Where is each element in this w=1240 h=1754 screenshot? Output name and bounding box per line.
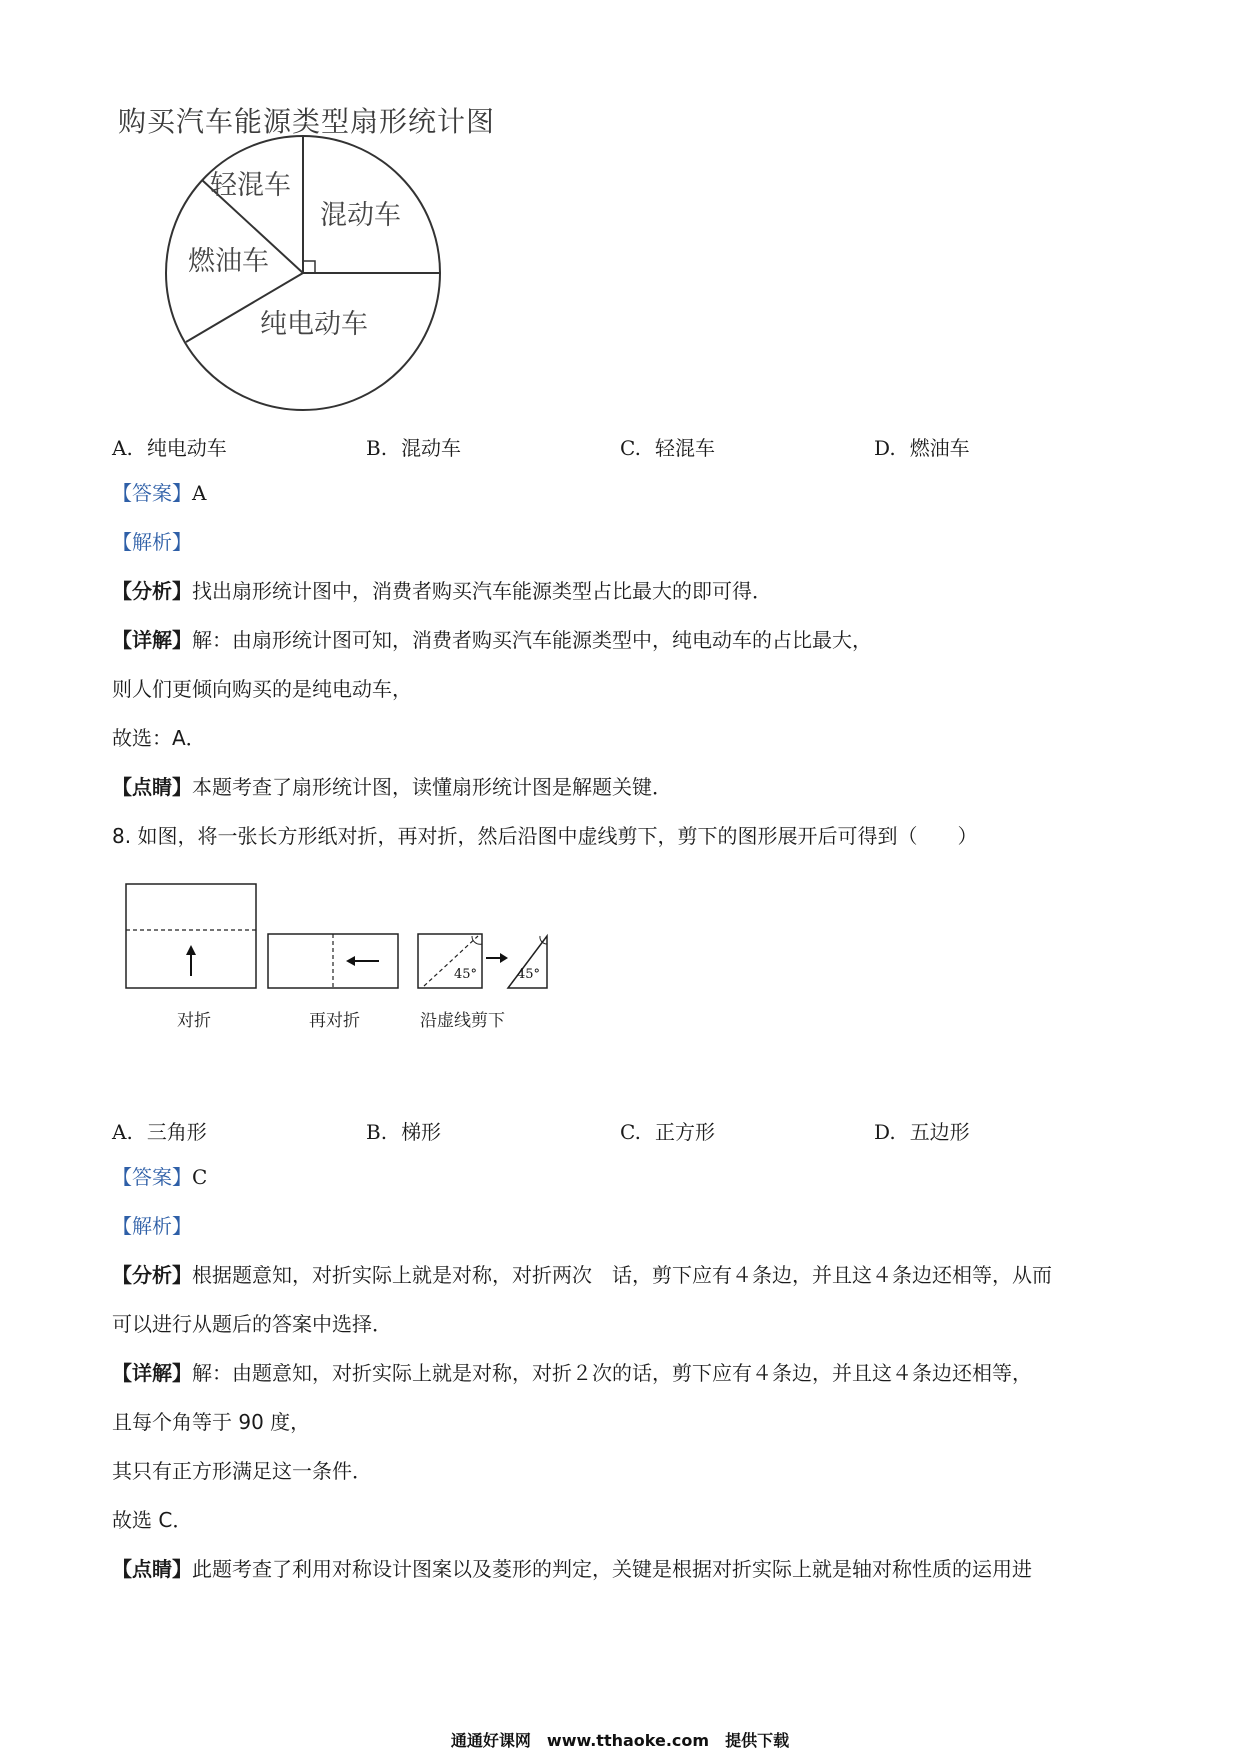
dianjing-text: 本题考查了扇形统计图，读懂扇形统计图是解题关键． xyxy=(192,775,672,799)
xiangjie-text: 解：由扇形统计图可知，消费者购买汽车能源类型中，纯电动车的占比最大， xyxy=(192,628,872,652)
angle-label: 45° xyxy=(454,967,478,982)
option-letter: B. xyxy=(366,436,388,460)
q7-options xyxy=(112,432,1132,461)
xiangjie-text: 解：由题意知，对折实际上就是对称，对折２次的话，剪下应有４条边，并且这４条边还相等， xyxy=(192,1361,1032,1385)
xiangjie-tag: 【详解】 xyxy=(112,1361,192,1385)
q7-answer xyxy=(112,479,206,507)
arrow-right-head-icon xyxy=(500,953,508,963)
fenxi-tag: 【分析】 xyxy=(112,579,192,603)
right-angle-mark xyxy=(303,261,315,273)
q7-solution-line-2: 则人们更倾向购买的是纯电动车， xyxy=(112,677,412,701)
option-text: 轻混车 xyxy=(654,436,715,460)
q8-option-d xyxy=(874,1116,1128,1145)
dianjing-tag: 【点睛】 xyxy=(112,775,192,799)
q8-solution-line-4: 故选 C． xyxy=(112,1508,193,1532)
paper-fold-svg xyxy=(124,878,564,1038)
caption-fold: 对折 xyxy=(177,1011,211,1031)
q8-answer xyxy=(112,1163,207,1191)
q8-option-a xyxy=(112,1116,366,1145)
option-letter: A. xyxy=(112,1120,133,1144)
angle-label-2: 45° xyxy=(517,967,541,982)
arrow-up-head-icon xyxy=(186,945,196,955)
option-text: 纯电动车 xyxy=(146,436,227,460)
pie-label-light-hybrid: 轻混车 xyxy=(210,170,291,201)
xiangjie-tag: 【详解】 xyxy=(112,628,192,652)
q7-analysis-tag: 【解析】 xyxy=(112,530,192,554)
q8-solution-line-2: 且每个角等于 90 度， xyxy=(112,1410,311,1434)
option-text: 三角形 xyxy=(146,1120,207,1144)
q8-fenxi xyxy=(112,1261,1052,1289)
answer-tag: 【答案】 xyxy=(112,481,192,505)
caption-fold-again: 再对折 xyxy=(309,1011,360,1031)
pie-chart-title: 购买汽车能源类型扇形统计图 xyxy=(118,105,496,138)
q8-option-c xyxy=(620,1116,874,1145)
q8-option-b xyxy=(366,1116,620,1145)
option-letter: D. xyxy=(874,1120,896,1144)
q8-analysis-tag: 【解析】 xyxy=(112,1214,192,1238)
option-letter: C. xyxy=(620,1120,641,1144)
page-footer: 通通好课网 www.tthaoke.com 提供下载 xyxy=(450,1731,790,1750)
q7-option-b xyxy=(366,432,620,461)
option-text: 燃油车 xyxy=(909,436,970,460)
option-text: 混动车 xyxy=(401,436,462,460)
q8-solution-line-3: 其只有正方形满足这一条件． xyxy=(112,1459,372,1483)
arrow-left-head-icon xyxy=(346,956,355,966)
q7-fenxi xyxy=(112,577,772,605)
fenxi-text: 找出扇形统计图中，消费者购买汽车能源类型占比最大的即可得． xyxy=(192,579,772,603)
option-text: 正方形 xyxy=(654,1120,715,1144)
pie-chart-svg xyxy=(150,132,450,422)
answer-value: A xyxy=(192,481,207,505)
option-letter: B. xyxy=(366,1120,388,1144)
q8-fenxi-line-2: 可以进行从题后的答案中选择． xyxy=(112,1312,392,1336)
pie-label-hybrid: 混动车 xyxy=(320,200,401,231)
q7-option-d xyxy=(874,432,1128,461)
caption-cut: 沿虚线剪下 xyxy=(420,1011,505,1031)
pie-label-fuel: 燃油车 xyxy=(188,246,269,277)
option-letter: A. xyxy=(112,436,133,460)
option-letter: D. xyxy=(874,436,896,460)
q7-option-c xyxy=(620,432,874,461)
fenxi-text: 根据题意知，对折实际上就是对称，对折两次 话，剪下应有４条边，并且这４条边还相等，从而 xyxy=(192,1263,1052,1287)
answer-tag: 【答案】 xyxy=(112,1165,192,1189)
dianjing-text: 此题考查了利用对称设计图案以及菱形的判定，关键是根据对折实际上就是轴对称性质的运用进 xyxy=(192,1557,1032,1581)
pie-chart xyxy=(150,132,450,426)
fenxi-tag: 【分析】 xyxy=(112,1263,192,1287)
option-text: 梯形 xyxy=(401,1120,442,1144)
dianjing-tag: 【点睛】 xyxy=(112,1557,192,1581)
q7-solution-line-3: 故选：A． xyxy=(112,726,206,750)
answer-value: C xyxy=(192,1165,208,1189)
pie-label-electric: 纯电动车 xyxy=(260,309,368,340)
q8-xiangjie xyxy=(112,1359,1032,1387)
q7-xiangjie xyxy=(112,626,872,654)
q7-option-a xyxy=(112,432,366,461)
q8-dianjing xyxy=(112,1555,1032,1583)
q8-options xyxy=(112,1116,1132,1145)
option-text: 五边形 xyxy=(909,1120,970,1144)
q7-dianjing xyxy=(112,773,672,801)
paper-fold-figure xyxy=(124,878,564,1042)
option-letter: C. xyxy=(620,436,641,460)
q8-question: 8. 如图，将一张长方形纸对折，再对折，然后沿图中虚线剪下，剪下的图形展开后可得到（ ） xyxy=(112,824,978,848)
